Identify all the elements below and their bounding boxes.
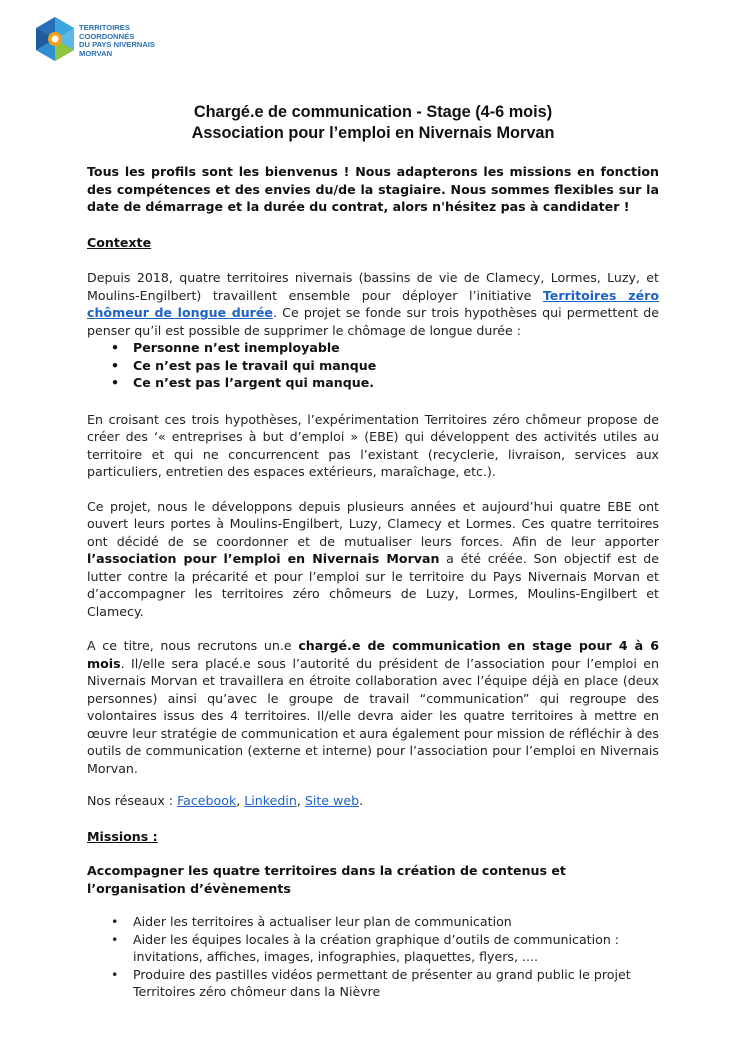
- section-heading-missions: Missions :: [87, 828, 158, 844]
- contexte-paragraph-1: [87, 269, 659, 339]
- logo-line: COORDONNÉS: [79, 31, 135, 41]
- logo-line: DU PAYS NIVERNAIS: [79, 40, 155, 50]
- list-item: • Ce n’est pas l’argent qui manque.: [87, 374, 659, 392]
- organization-logo: [34, 16, 234, 66]
- website-link[interactable]: Site web: [304, 793, 360, 808]
- period: .: [359, 793, 364, 808]
- text-run: Ce projet, nous le développons depuis plusieurs années et aujourd’hui quatre EBE ont ouvert leurs portes à Moulins-Engilbert, Luzy, Clamecy et Lormes. Ces quatre territoires ont décidé de se coordonner et de mutualiser leurs forces. Afin de leur apporter: [87, 498, 659, 549]
- title-line-2: Association pour l’emploi en Nivernais Morvan: [191, 123, 555, 142]
- missions-subheading: Accompagner les quatre territoires dans la création de contenus et l’organisation d’évènements: [87, 863, 566, 896]
- missions-list: [87, 913, 659, 1001]
- section-heading-contexte: Contexte: [87, 234, 152, 250]
- facebook-link[interactable]: Facebook: [177, 793, 237, 808]
- title-line-1: Chargé.e de communication - Stage (4-6 mois): [193, 103, 553, 121]
- networks-label: Nos réseaux :: [87, 793, 178, 808]
- text-run: Depuis 2018, quatre territoires nivernais (bassins de vie de Clamecy, Lormes, Luzy, et Moulins-Engilbert) travaillent ensemble pour déployer l’initiative: [87, 270, 659, 303]
- list-item: • Aider les territoires à actualiser leur plan de communication: [87, 913, 659, 931]
- linkedin-link[interactable]: Linkedin: [244, 793, 297, 808]
- logo-text: [79, 24, 155, 58]
- logo-line: MORVAN: [79, 48, 113, 58]
- bold-run: l’association pour l’emploi en Nivernais Morvan: [87, 551, 440, 566]
- hypotheses-list: [87, 339, 659, 392]
- text-run: a été créée. Son objectif est de lutter contre la précarité et pour l’emploi sur le territoire du Pays Nivernais Morvan et d’accompagner les territoires zéro chômeurs de Luzy, Lormes, Moulins-Engilbert et Clamecy.: [87, 551, 659, 619]
- networks-line: [87, 792, 659, 810]
- document-body: [87, 102, 659, 1001]
- page-title: [67, 102, 679, 143]
- separator: ,: [236, 793, 245, 808]
- list-item: • Produire des pastilles vidéos permettant de présenter au grand public le projet Territoires zéro chômeur dans la Nièvre: [87, 966, 659, 1001]
- list-item: • Ce n’est pas le travail qui manque: [87, 357, 659, 375]
- contexte-paragraph-3: [87, 498, 659, 621]
- text-run: A ce titre, nous recrutons un.e: [87, 638, 299, 653]
- separator: ,: [296, 793, 305, 808]
- list-item: • Aider les équipes locales à la création graphique d’outils de communication : invitations, affiches, images, infographies, plaquettes, flyers, ....: [87, 931, 659, 966]
- contexte-paragraph-4: [87, 637, 659, 777]
- intro-paragraph: Tous les profils sont les bienvenus ! Nous adapterons les missions en fonction des compétences et des envies du/de la stagiaire. Nous sommes flexibles sur la date de démarrage et la durée du contrat, alors n'hésitez pas à candidater !: [87, 164, 659, 214]
- list-item: • Personne n’est inemployable: [87, 339, 659, 357]
- logo-line: TERRITOIRES: [79, 23, 130, 32]
- tzcld-link[interactable]: Territoires zéro chômeur de longue durée: [87, 287, 659, 320]
- text-run: . Ce projet se fonde sur trois hypothèses qui permettent de penser qu’il est possible de supprimer le chômage de longue durée :: [87, 305, 659, 338]
- hexagon-logo-icon: [34, 16, 76, 62]
- bold-run: chargé.e de communication en stage pour 4 à 6 mois: [87, 638, 659, 671]
- contexte-paragraph-2: En croisant ces trois hypothèses, l’expérimentation Territoires zéro chômeur propose de créer des ‘« entreprises à but d’emploi » (EBE) qui développent des activités utiles au territoire et qui ne concurrencent pas l’existant (recyclerie, livraison, services aux particuliers, entretien des espaces extérieurs, maraîchage, etc.).: [87, 411, 659, 479]
- text-run: . Il/elle sera placé.e sous l’autorité du président de l’association pour l’emploi en Nivernais Morvan et travaillera en étroite collaboration avec l’équipe déjà en place (deux personnes) ainsi qu’avec le groupe de travail “communication” qui regroupe des volontaires issus des 4 territoires. Il/elle devra aider les quatre territoires à mettre en œuvre leur stratégie de communication et aura également pour mission de réfléchir à des outils de communication (externe et interne) pour l’association pour l’emploi en Nivernais Morvan.: [87, 655, 659, 776]
